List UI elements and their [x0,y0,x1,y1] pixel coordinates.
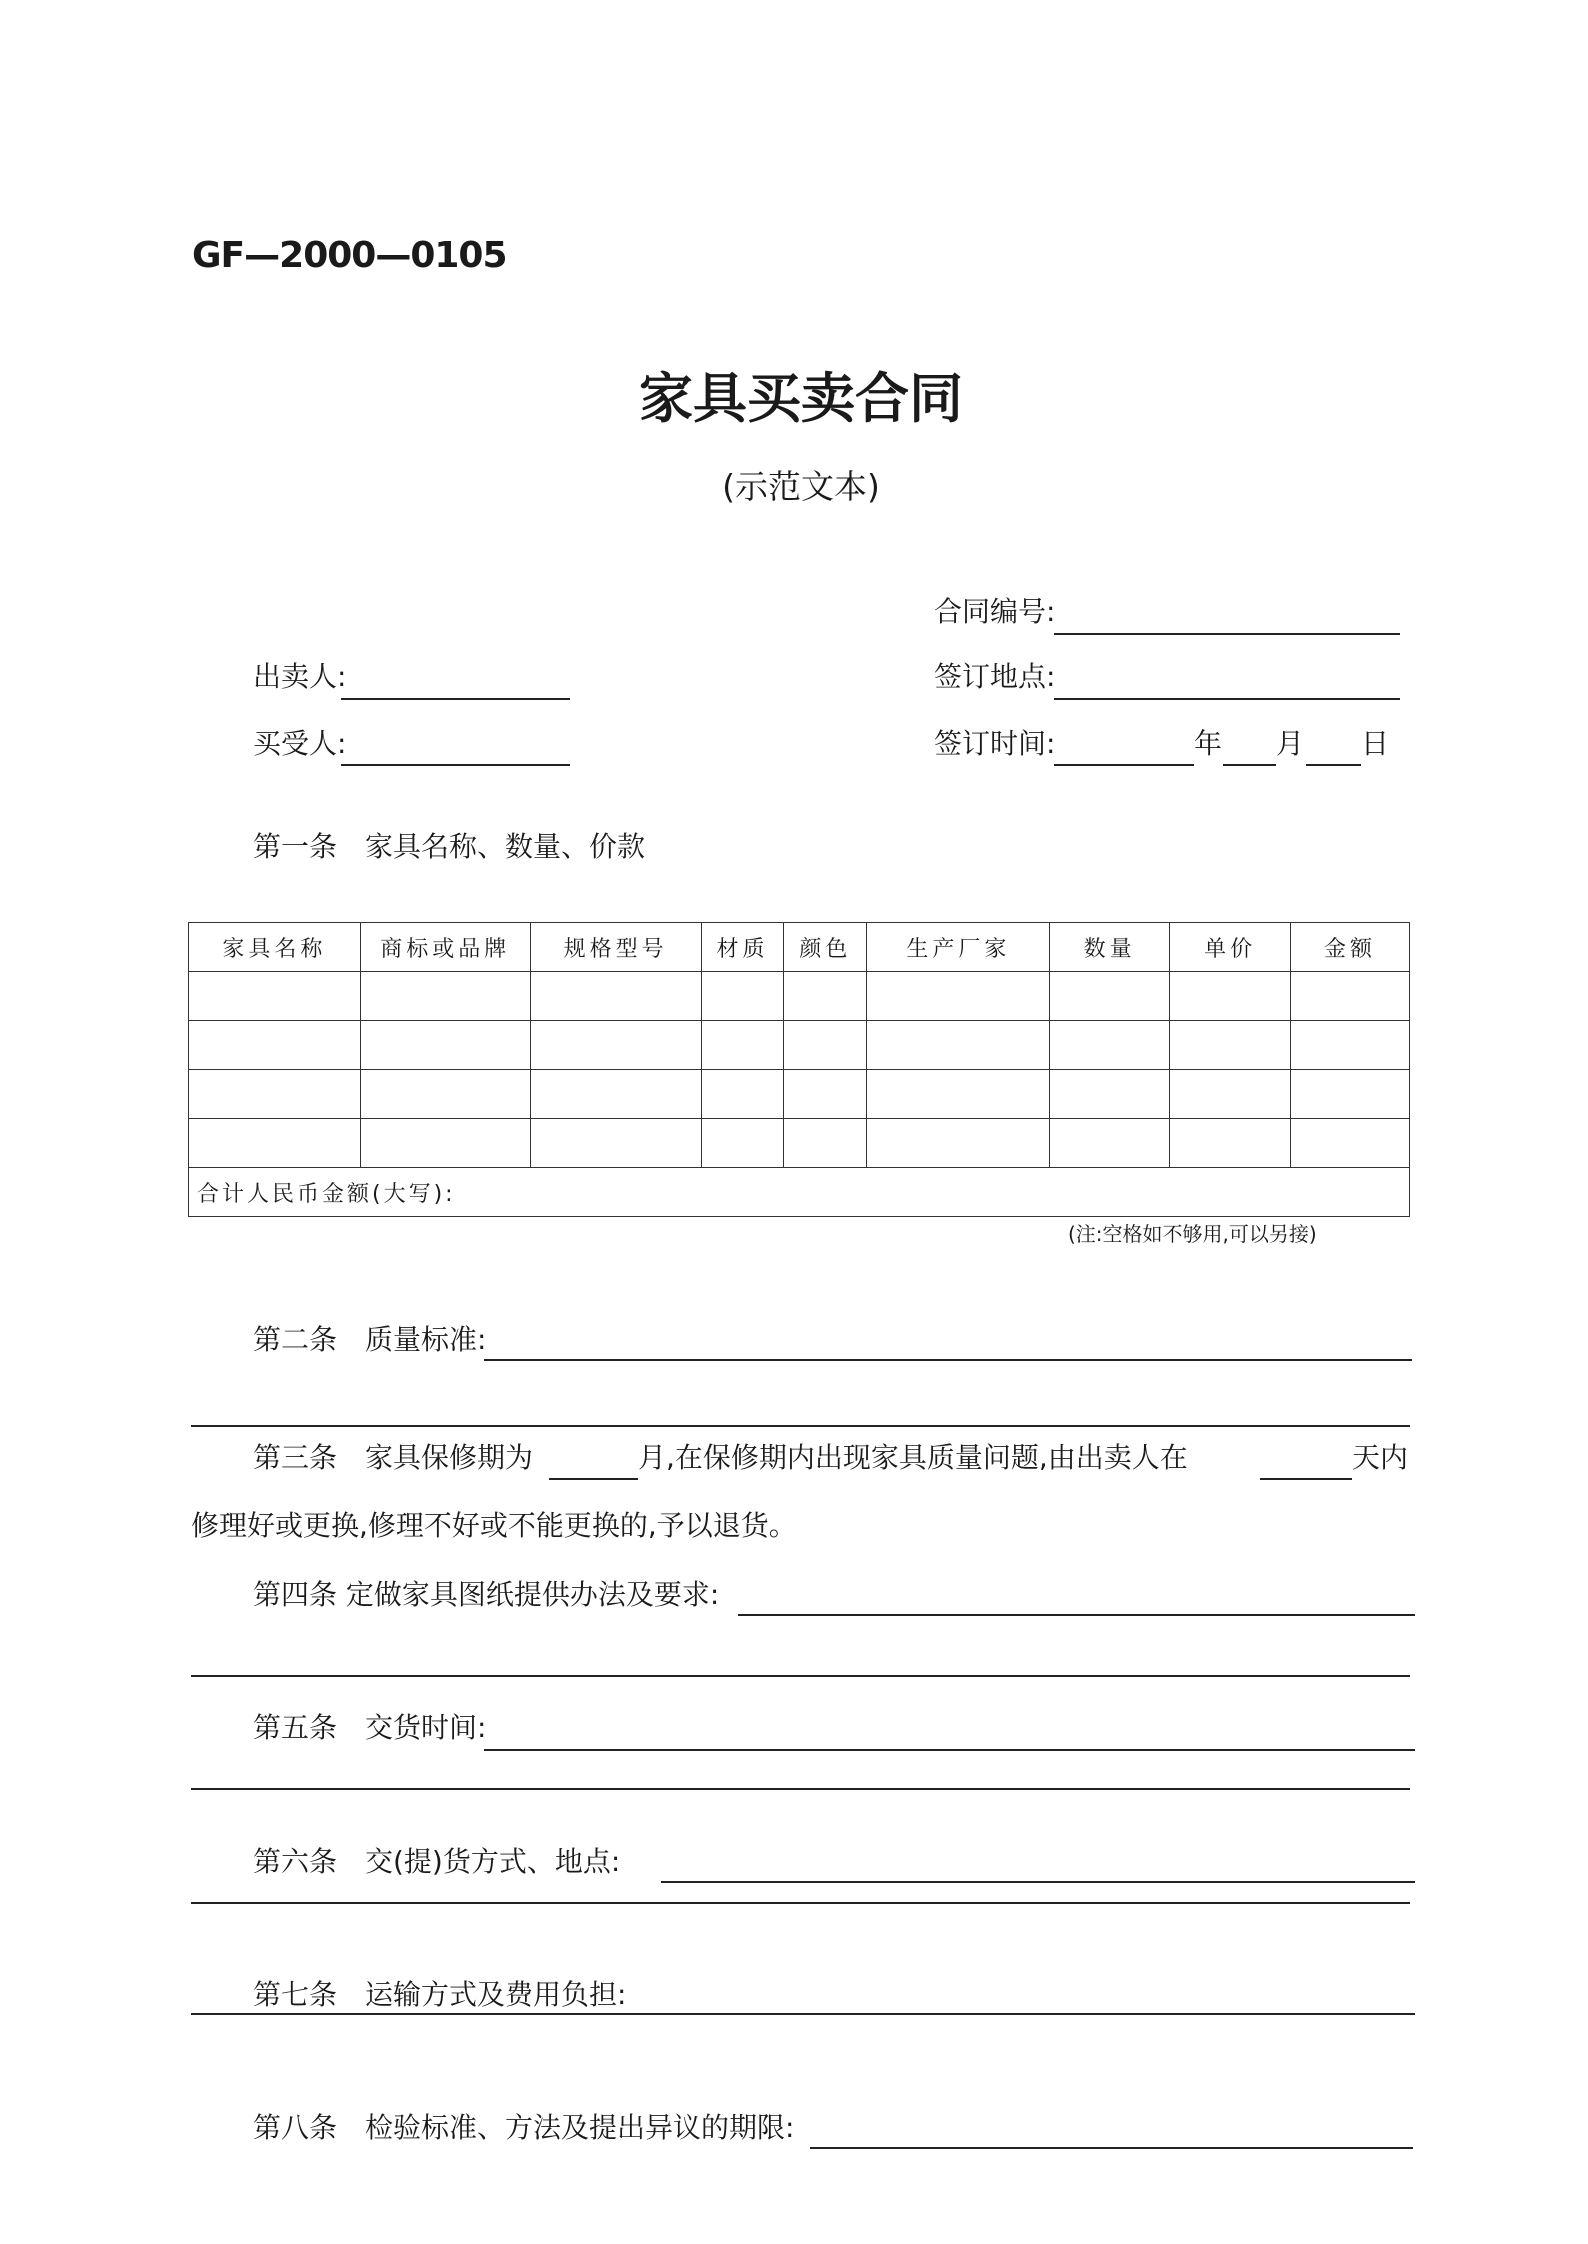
sign-place-field[interactable] [1054,698,1400,700]
delivery-method-field-line2[interactable] [191,1902,1410,1904]
column-header: 金额 [1291,923,1410,972]
table-cell[interactable] [1291,972,1410,1021]
table-cell[interactable] [360,1021,530,1070]
table-cell[interactable] [1050,1070,1170,1119]
article-4-label: 第四条 定做家具图纸提供办法及要求: [253,1578,720,1611]
delivery-method-field[interactable] [661,1881,1415,1883]
contract-no-label: 合同编号: [934,595,1056,628]
sign-time-label: 签订时间: [934,727,1056,760]
total-amount-label[interactable]: 合计人民币金额(大写): [189,1168,1410,1217]
total-row [189,1168,1410,1217]
column-header: 生产厂家 [867,923,1050,972]
repair-days-field[interactable] [1260,1478,1352,1480]
table-cell[interactable] [701,972,784,1021]
column-header: 家具名称 [189,923,361,972]
table-cell[interactable] [784,1070,867,1119]
article-8-label: 第八条 检验标准、方法及提出异议的期限: [253,2111,795,2144]
page-title: 家具买卖合同 [639,367,963,430]
quality-standard-field-line2[interactable] [191,1425,1410,1427]
column-header: 颜色 [784,923,867,972]
buyer-label: 买受人: [253,727,347,760]
table-row [189,972,1410,1021]
article-3-text-b: 月,在保修期内出现家具质量问题,由出卖人在 [638,1441,1188,1474]
drawing-requirements-field[interactable] [738,1614,1415,1616]
delivery-time-field-line2[interactable] [191,1788,1410,1790]
table-cell[interactable] [530,1021,701,1070]
year-field[interactable] [1054,764,1194,766]
table-cell[interactable] [1291,1119,1410,1168]
article-1-heading: 第一条 家具名称、数量、价款 [253,830,646,863]
table-cell[interactable] [784,1021,867,1070]
table-row [189,1021,1410,1070]
table-cell[interactable] [867,1119,1050,1168]
day-label: 日 [1361,727,1390,760]
table-row [189,1119,1410,1168]
table-cell[interactable] [1170,1021,1291,1070]
table-cell[interactable] [701,1119,784,1168]
table-note: (注:空格如不够用,可以另接) [1068,1222,1317,1246]
article-6-label: 第六条 交(提)货方式、地点: [253,1845,621,1878]
seller-field[interactable] [341,698,570,700]
sign-place-label: 签订地点: [934,660,1056,693]
table-cell[interactable] [1170,1119,1291,1168]
table-cell[interactable] [189,1070,361,1119]
table-cell[interactable] [1050,1021,1170,1070]
article-7-label: 第七条 运输方式及费用负担: [253,1978,627,2011]
warranty-months-field[interactable] [549,1478,638,1480]
column-header: 数量 [1050,923,1170,972]
month-field[interactable] [1223,764,1276,766]
transport-field[interactable] [191,2013,1415,2015]
article-5-label: 第五条 交货时间: [253,1711,487,1744]
column-header: 商标或品牌 [360,923,530,972]
table-cell[interactable] [867,972,1050,1021]
article-3-text-line2: 修理好或更换,修理不好或不能更换的,予以退货。 [191,1509,797,1542]
table-cell[interactable] [701,1070,784,1119]
table-cell[interactable] [867,1070,1050,1119]
table-cell[interactable] [867,1021,1050,1070]
table-cell[interactable] [1291,1021,1410,1070]
article-3-text-a: 第三条 家具保修期为 [253,1441,534,1474]
delivery-time-field[interactable] [484,1749,1415,1751]
buyer-field[interactable] [341,764,570,766]
quality-standard-field[interactable] [484,1359,1412,1361]
contract-code: GF—2000—0105 [192,235,507,276]
table-cell[interactable] [189,1119,361,1168]
year-label: 年 [1194,727,1223,760]
table-cell[interactable] [784,972,867,1021]
month-label: 月 [1276,727,1305,760]
table-cell[interactable] [701,1021,784,1070]
drawing-requirements-field-line2[interactable] [191,1675,1410,1677]
table-header-row [189,923,1410,972]
contract-no-field[interactable] [1054,633,1400,635]
table-cell[interactable] [189,972,361,1021]
inspection-field[interactable] [810,2147,1413,2149]
table-cell[interactable] [530,1119,701,1168]
table-row [189,1070,1410,1119]
table-cell[interactable] [360,1119,530,1168]
goods-table [188,922,1410,1217]
table-cell[interactable] [530,1070,701,1119]
table-cell[interactable] [530,972,701,1021]
table-cell[interactable] [1170,1070,1291,1119]
article-3-text-c: 天内 [1352,1441,1409,1474]
seller-label: 出卖人: [253,660,347,693]
column-header: 单价 [1170,923,1291,972]
day-field[interactable] [1306,764,1361,766]
column-header: 规格型号 [530,923,701,972]
table-cell[interactable] [1050,1119,1170,1168]
table-cell[interactable] [1291,1070,1410,1119]
column-header: 材质 [701,923,784,972]
table-cell[interactable] [360,972,530,1021]
table-cell[interactable] [360,1070,530,1119]
page-subtitle: (示范文本) [722,467,880,506]
table-cell[interactable] [1170,972,1291,1021]
table-cell[interactable] [1050,972,1170,1021]
article-2-label: 第二条 质量标准: [253,1323,487,1356]
table-cell[interactable] [189,1021,361,1070]
table-cell[interactable] [784,1119,867,1168]
